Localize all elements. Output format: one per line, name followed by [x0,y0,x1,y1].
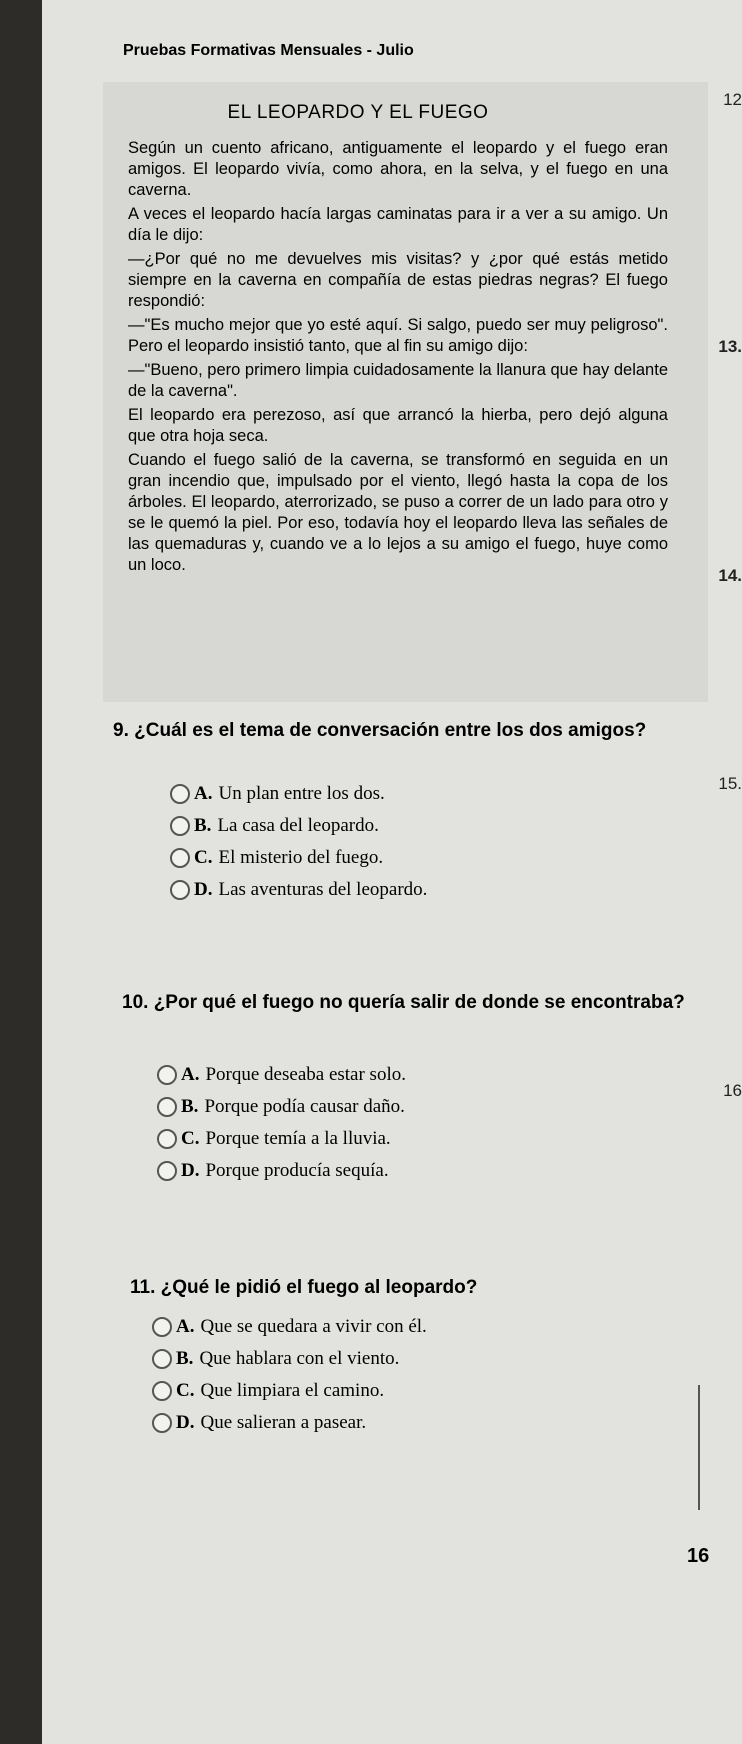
option-d[interactable] [157,1155,406,1187]
story-paragraph: —"Es mucho mejor que yo esté aquí. Si salgo, puedo ser muy peligroso". Pero el leopardo insistió tanto, que al fin su amigo dijo: [128,316,668,355]
option-c[interactable] [170,842,427,874]
radio-circle-icon[interactable] [157,1097,177,1117]
option-text: Porque temía a la lluvia. [205,1128,391,1149]
option-text: La casa del leopardo. [217,815,379,836]
margin-number: 16 [723,1081,742,1100]
option-c[interactable] [152,1375,427,1407]
question-10 [122,990,692,1016]
option-letter: D. [181,1160,200,1181]
story-title: EL LEOPARDO Y EL FUEGO [227,102,489,123]
option-b[interactable] [152,1343,427,1375]
story-paragraph: —"Bueno, pero primero limpia cuidadosamente la llanura que hay delante de la caverna". [128,361,668,400]
question-11-options [152,1311,427,1439]
story-paragraph: Cuando el fuego salió de la caverna, se transformó en seguida en un gran incendio que, impulsado por el viento, llegó hasta la copa de los árboles. El leopardo, aterrorizado, se puso a correr de un lado para otro y se le quemó la piel. Por eso, todavía hoy el leopardo lleva las señales de las quemaduras y, cuando ve a lo lejos a su amigo el fuego, huye como un loco. [128,451,668,574]
radio-circle-icon[interactable] [157,1065,177,1085]
radio-circle-icon[interactable] [152,1413,172,1433]
option-letter: B. [176,1348,194,1369]
option-d[interactable] [152,1407,427,1439]
question-number: 10. [122,992,149,1013]
question-10-options [157,1059,406,1187]
margin-number: 12 [723,90,742,109]
option-letter: C. [176,1380,195,1401]
option-letter: B. [181,1096,199,1117]
radio-circle-icon[interactable] [170,816,190,836]
story-text [128,138,668,579]
story-paragraph: —¿Por qué no me devuelves mis visitas? y ¿por qué estás metido siempre en la caverna en compañía de estas piedras negras? El fuego respondió: [128,250,668,310]
question-text: ¿Qué le pidió el fuego al leopardo? [160,1277,478,1298]
page-header: Pruebas Formativas Mensuales - Julio [123,42,414,59]
radio-circle-icon[interactable] [152,1349,172,1369]
question-number: 9. [113,720,129,741]
radio-circle-icon[interactable] [170,880,190,900]
radio-circle-icon[interactable] [170,784,190,804]
question-text: ¿Por qué el fuego no quería salir de donde se encontraba? [153,992,685,1013]
option-text: Porque podía causar daño. [204,1096,405,1117]
question-text: ¿Cuál es el tema de conversación entre los dos amigos? [134,720,647,741]
option-text: Las aventuras del leopardo. [218,879,428,900]
option-text: El misterio del fuego. [218,847,384,868]
margin-number: 13. [718,337,742,356]
option-letter: C. [181,1128,200,1149]
option-text: Que se quedara a vivir con él. [200,1316,427,1337]
option-letter: C. [194,847,213,868]
margin-line [698,1385,700,1510]
question-11 [130,1275,700,1301]
radio-circle-icon[interactable] [157,1129,177,1149]
margin-number: 14. [718,566,742,585]
option-c[interactable] [157,1123,406,1155]
option-text: Un plan entre los dos. [218,783,385,804]
option-letter: A. [181,1064,200,1085]
radio-circle-icon[interactable] [157,1161,177,1181]
option-a[interactable] [170,778,427,810]
option-b[interactable] [170,810,427,842]
option-letter: D. [194,879,213,900]
radio-circle-icon[interactable] [170,848,190,868]
radio-circle-icon[interactable] [152,1381,172,1401]
story-paragraph: El leopardo era perezoso, así que arrancó la hierba, pero dejó alguna que otra hoja seca. [128,406,668,445]
option-letter: D. [176,1412,195,1433]
question-9-options [170,778,427,906]
margin-number: 15. [718,774,742,793]
page-number: 16 [687,1545,710,1567]
option-a[interactable] [157,1059,406,1091]
option-letter: A. [176,1316,195,1337]
option-text: Que hablara con el viento. [199,1348,400,1369]
option-b[interactable] [157,1091,406,1123]
question-9 [113,718,683,744]
option-letter: A. [194,783,213,804]
option-text: Que limpiara el camino. [200,1380,385,1401]
option-a[interactable] [152,1311,427,1343]
story-paragraph: Según un cuento africano, antiguamente el leopardo y el fuego eran amigos. El leopardo vivía, como ahora, en la selva, y el fuego en una caverna. [128,139,668,199]
option-d[interactable] [170,874,427,906]
question-number: 11. [130,1277,156,1298]
option-letter: B. [194,815,212,836]
option-text: Porque producía sequía. [205,1160,389,1181]
option-text: Que salieran a pasear. [200,1412,367,1433]
story-paragraph: A veces el leopardo hacía largas caminatas para ir a ver a su amigo. Un día le dijo: [128,205,668,244]
option-text: Porque deseaba estar solo. [205,1064,406,1085]
radio-circle-icon[interactable] [152,1317,172,1337]
